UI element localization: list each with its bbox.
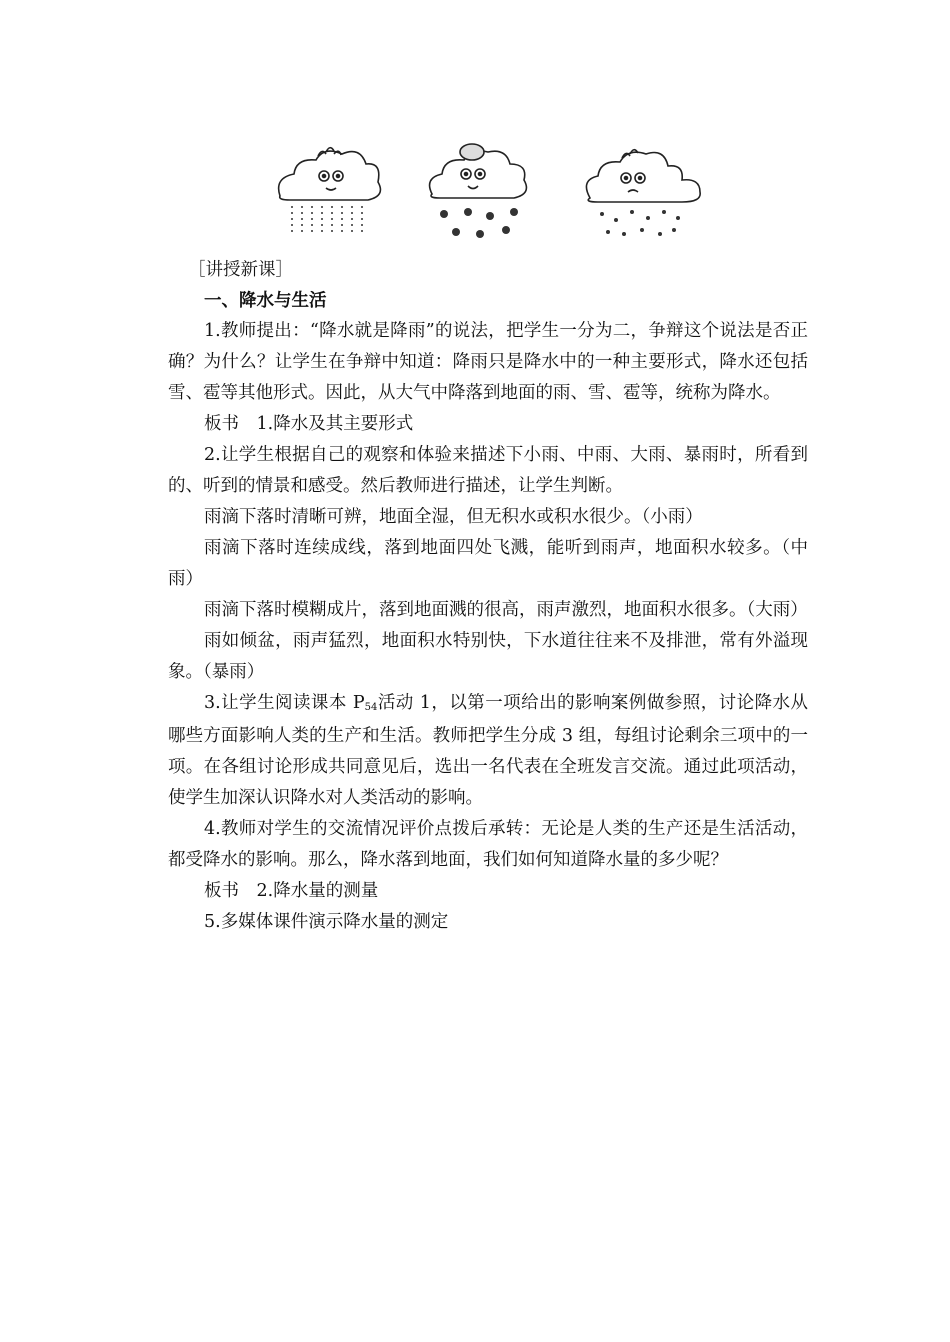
- lesson-body: [168, 316, 808, 938]
- paragraph: 4.教师对学生的交流情况评价点拨后承转：无论是人类的生产还是生活活动，都受降水的影响。那么，降水落到地面，我们如何知道降水量的多少呢？: [168, 819, 808, 870]
- page-subscript: 54: [364, 702, 378, 713]
- paragraph: 1.教师提出：“降水就是降雨”的说法，把学生一分为二，争辩这个说法是否正确？为什么？让学生在争辩中知道：降雨只是降水中的一种主要形式，降水还包括雪、雹等其他形式。因此，从大气中降落到地面的雨、雪、雹等，统称为降水。: [168, 321, 808, 403]
- paragraph-text: 活动 1，以第一项给出的影响案例做参照，讨论降水从哪些方面影响人类的生产和生活。教师把学生分成 3 组，每组讨论剩余三项中的一项。在各组讨论形成共同意见后，选出一名代表在全班发言交流。通过此项活动，使学生加深认识降水对人类活动的影响。: [168, 693, 808, 808]
- paragraph: 雨如倾盆，雨声猛烈，地面积水特别快，下水道往往来不及排泄，常有外溢现象。（暴雨）: [168, 631, 808, 682]
- paragraph: 5.多媒体课件演示降水量的测定: [204, 912, 449, 932]
- cloud-precipitation-illustration: [272, 138, 708, 242]
- paragraph: 雨滴下落时模糊成片，落到地面溅的很高，雨声激烈，地面积水很多。（大雨）: [204, 600, 808, 620]
- paragraph: 板书 1.降水及其主要形式: [204, 414, 414, 434]
- paragraph: 雨滴下落时清晰可辨，地面全湿，但无积水或积水很少。（小雨）: [204, 507, 703, 527]
- paragraph: 板书 2.降水量的测量: [204, 881, 379, 901]
- paragraph: 2.让学生根据自己的观察和体验来描述下小雨、中雨、大雨、暴雨时，所看到的、听到的情景和感受。然后教师进行描述，让学生判断。: [168, 445, 808, 496]
- rain-cloud-icon: [279, 148, 381, 236]
- snow-cloud-icon: [430, 144, 527, 238]
- section-bracket: ［讲授新课］: [188, 260, 293, 280]
- section-title: 一、降水与生活: [204, 291, 327, 311]
- paragraph-activity: [168, 688, 808, 814]
- hail-cloud-icon: [586, 150, 700, 236]
- paragraph: 雨滴下落时连续成线，落到地面四处飞溅，能听到雨声，地面积水较多。（中雨）: [168, 538, 808, 589]
- paragraph-text: 3.让学生阅读课本 P: [204, 693, 365, 713]
